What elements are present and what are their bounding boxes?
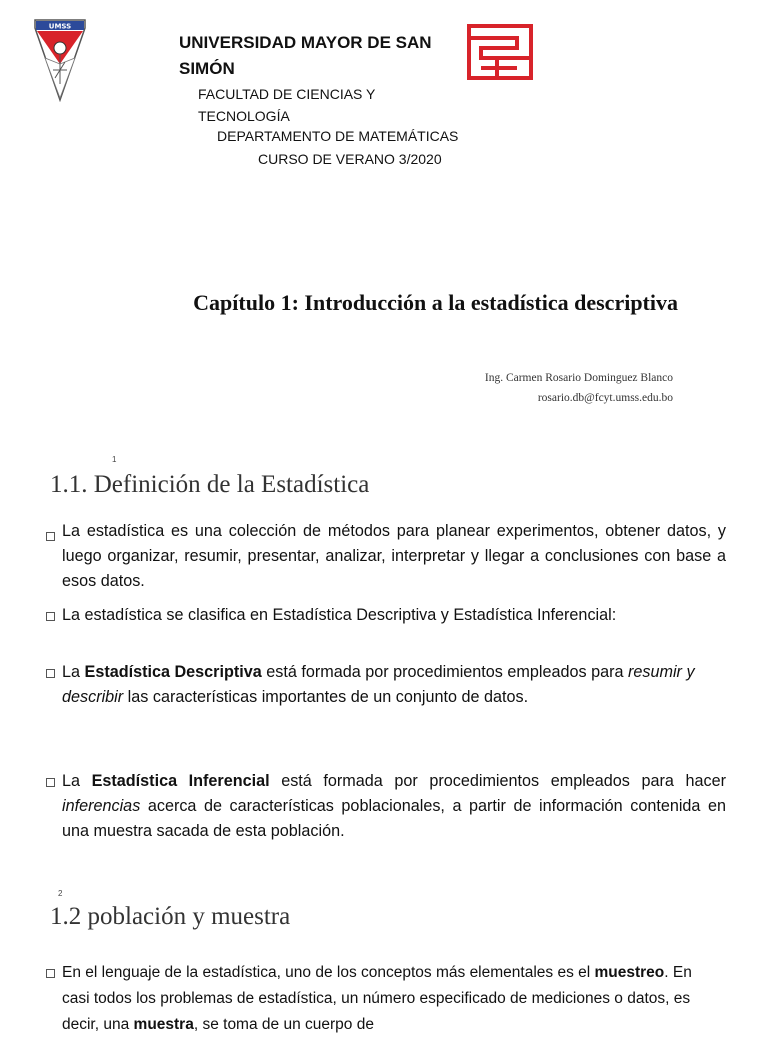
- paragraph-definition: La estadística es una colección de métodos para planear experimentos, obtener datos, y luego organizar, resumir, presentar, analizar, interpretar y llegar a conclusiones con base a esos datos.: [62, 522, 726, 590]
- section-heading: 1.2 población y muestra: [50, 903, 291, 930]
- term-descriptive: Estadística Descriptiva: [84, 663, 262, 681]
- term-sample: muestra: [133, 1016, 194, 1033]
- department-name: DEPARTAMENTO DE MATEMÁTICAS: [217, 128, 459, 144]
- shield-label: UMSS: [48, 22, 72, 31]
- square-bullet-icon: [46, 532, 55, 541]
- term-inferential: Estadística Inferencial: [91, 772, 270, 790]
- author-name: Ing. Carmen Rosario Dominguez Blanco: [484, 372, 673, 384]
- course-name: CURSO DE VERANO 3/2020: [258, 151, 442, 167]
- text-run: La: [62, 663, 85, 681]
- square-bullet-icon: [46, 612, 55, 621]
- square-bullet-icon: [46, 778, 55, 787]
- text-run: La: [62, 772, 92, 790]
- paragraph-classification: La estadística se clasifica en Estadística Descriptiva y Estadística Inferencial:: [62, 606, 617, 624]
- fcyt-logo-icon: [467, 24, 533, 80]
- square-bullet-icon: [46, 969, 55, 978]
- paragraph-inferential: [62, 769, 726, 844]
- paragraph-descriptive: [62, 660, 726, 710]
- chapter-title: Capítulo 1: Introducción a la estadística descriptiva: [193, 290, 678, 315]
- umss-shield-icon: [33, 18, 87, 102]
- text-run: las características importantes de un conjunto de datos.: [123, 688, 529, 706]
- faculty-name: FACULTAD DE CIENCIAS Y TECNOLOGÍA: [198, 86, 376, 124]
- section-heading: 1.1. Definición de la Estadística: [50, 471, 370, 498]
- text-run: está formada por procedimientos empleados para hacer: [269, 772, 726, 790]
- text-run: En el lenguaje de la estadística, uno de los conceptos más elementales es el: [62, 964, 595, 981]
- text-run: , se toma de un cuerpo de: [193, 1016, 374, 1033]
- text-run: . En casi todos los problemas de estadística, un número especificado de mediciones o datos, es decir, una: [62, 964, 692, 1033]
- paragraph-sampling: [62, 960, 702, 1038]
- square-bullet-icon: [46, 669, 55, 678]
- emphasis-text: inferencias: [62, 797, 141, 815]
- emphasis-text: resumir y describir: [62, 663, 695, 706]
- page-marker: 1: [112, 455, 117, 464]
- term-sampling: muestreo: [594, 964, 665, 981]
- university-name: UNIVERSIDAD MAYOR DE SAN SIMÓN: [179, 33, 432, 78]
- author-email[interactable]: rosario.db@fcyt.umss.edu.bo: [537, 392, 673, 404]
- text-run: está formada por procedimientos empleados para: [261, 663, 628, 681]
- page-marker: 2: [58, 889, 63, 898]
- text-run: acerca de características poblacionales, a partir de información contenida en una muestra sacada de esta población.: [62, 797, 726, 840]
